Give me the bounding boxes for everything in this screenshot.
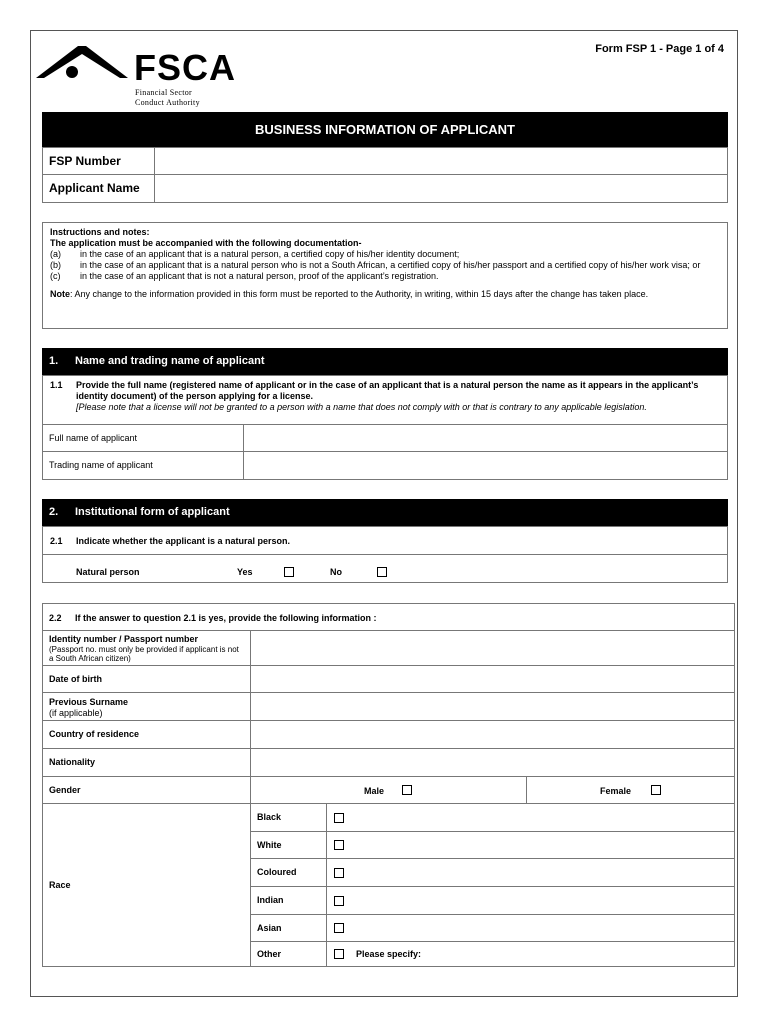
race-other-cell	[326, 941, 735, 967]
previous-surname-label: Previous Surname	[49, 697, 129, 707]
previous-surname-field[interactable]	[250, 692, 735, 721]
section-number: 2.	[49, 506, 59, 518]
race-option-label: Asian	[250, 914, 327, 942]
logo-subtitle-line1: Financial Sector	[135, 88, 193, 97]
race-white-checkbox[interactable]	[334, 840, 344, 850]
previous-surname-label-cell	[42, 692, 251, 721]
instruction-marker: (c)	[50, 271, 61, 281]
race-black-cell	[326, 803, 735, 832]
trading-name-label: Trading name of applicant	[42, 451, 244, 480]
full-name-field[interactable]	[243, 424, 728, 452]
question-text: Indicate whether the applicant is a natural person.	[76, 536, 291, 546]
fsp-number-label: FSP Number	[42, 147, 155, 175]
race-coloured-checkbox[interactable]	[334, 868, 344, 878]
dob-field[interactable]	[250, 665, 735, 693]
instructions-subheading: The application must be accompanied with the following documentation-	[50, 238, 362, 248]
section-2-header	[42, 499, 728, 526]
question-2-1	[42, 526, 728, 555]
nationality-field[interactable]	[250, 748, 735, 777]
question-number: 2.2	[49, 613, 62, 623]
nationality-label: Nationality	[42, 748, 251, 777]
previous-surname-note: (if applicable)	[49, 708, 103, 718]
yes-checkbox[interactable]	[284, 567, 294, 577]
applicant-name-label: Applicant Name	[42, 174, 155, 203]
id-number-field[interactable]	[250, 630, 735, 666]
natural-person-label: Natural person	[76, 567, 140, 577]
gender-female-cell	[526, 776, 735, 804]
race-white-cell	[326, 831, 735, 859]
roof-logo-icon	[36, 44, 128, 84]
section-number: 1.	[49, 355, 59, 367]
instruction-marker: (b)	[50, 260, 61, 270]
question-number: 2.1	[50, 536, 63, 546]
question-text: If the answer to question 2.1 is yes, provide the following information :	[75, 613, 377, 623]
female-checkbox[interactable]	[651, 785, 661, 795]
instruction-text: in the case of an applicant that is not a natural person, proof of the applicant’s registration.	[80, 271, 439, 281]
instructions-note	[50, 289, 720, 300]
id-number-note: (Passport no. must only be provided if applicant is not a South African citizen)	[49, 645, 239, 663]
instructions-box	[42, 222, 728, 329]
logo-subtitle	[135, 88, 200, 108]
form-page-number: Form FSP 1 - Page 1 of 4	[595, 43, 724, 55]
trading-name-field[interactable]	[243, 451, 728, 480]
gender-label: Gender	[42, 776, 251, 804]
question-note: [Please note that a license will not be granted to a person with a name that does not comply with or that is contrary to any applicable legislation.	[76, 402, 647, 412]
instruction-item-a	[50, 249, 720, 260]
male-checkbox[interactable]	[402, 785, 412, 795]
race-coloured-cell	[326, 858, 735, 887]
gender-male-cell	[250, 776, 527, 804]
instruction-text: in the case of an applicant that is a natural person, a certified copy of his/her identity document;	[80, 249, 460, 259]
country-field[interactable]	[250, 720, 735, 749]
race-black-checkbox[interactable]	[334, 813, 344, 823]
instruction-marker: (a)	[50, 249, 61, 259]
section-title: Institutional form of applicant	[75, 506, 230, 518]
natural-person-row	[42, 554, 728, 583]
instruction-text: in the case of an applicant that is a natural person who is not a South African, a certified copy of his/her passport and a certified copy of his/her work visa; or	[80, 260, 701, 270]
instruction-item-c	[50, 271, 720, 282]
full-name-label: Full name of applicant	[42, 424, 244, 452]
page-title: BUSINESS INFORMATION OF APPLICANT	[42, 112, 728, 147]
fsca-logo	[36, 44, 268, 108]
note-label: Note	[50, 289, 70, 299]
yes-label: Yes	[237, 567, 253, 577]
fsp-number-field[interactable]	[154, 147, 728, 175]
logo-subtitle-line2: Conduct Authority	[135, 98, 200, 107]
no-label: No	[330, 567, 342, 577]
male-label: Male	[364, 786, 385, 796]
race-other-checkbox[interactable]	[334, 949, 344, 959]
applicant-name-field[interactable]	[154, 174, 728, 203]
please-specify-label: Please specify:	[356, 949, 422, 959]
race-option-label: Coloured	[250, 858, 327, 887]
no-checkbox[interactable]	[377, 567, 387, 577]
race-option-label: White	[250, 831, 327, 859]
section-1-header	[42, 348, 728, 375]
race-option-label: Other	[250, 941, 327, 967]
country-label: Country of residence	[42, 720, 251, 749]
instructions-heading: Instructions and notes:	[50, 227, 150, 237]
id-number-label-cell	[42, 630, 251, 666]
question-1-1	[42, 375, 728, 425]
race-option-label: Black	[250, 803, 327, 832]
race-label: Race	[42, 803, 251, 967]
section-title: Name and trading name of applicant	[75, 355, 265, 367]
female-label: Female	[600, 786, 632, 796]
question-number: 1.1	[50, 380, 63, 390]
instruction-item-b	[50, 260, 720, 271]
logo-wordmark: FSCA	[134, 47, 236, 88]
note-text: : Any change to the information provided in this form must be reported to the Authority, in writing, within 15 days after the change has taken place.	[70, 289, 649, 299]
question-2-2	[49, 613, 377, 624]
race-option-label: Indian	[250, 886, 327, 915]
race-asian-cell	[326, 914, 735, 942]
dob-label: Date of birth	[42, 665, 251, 693]
question-text: Provide the full name (registered name of applicant or in the case of an applicant that is a natural person the name as it appears in the applicant’s identity document) of the person applying for a license.	[76, 380, 699, 401]
race-indian-cell	[326, 886, 735, 915]
id-number-label: Identity number / Passport number	[49, 634, 199, 644]
race-asian-checkbox[interactable]	[334, 923, 344, 933]
race-indian-checkbox[interactable]	[334, 896, 344, 906]
